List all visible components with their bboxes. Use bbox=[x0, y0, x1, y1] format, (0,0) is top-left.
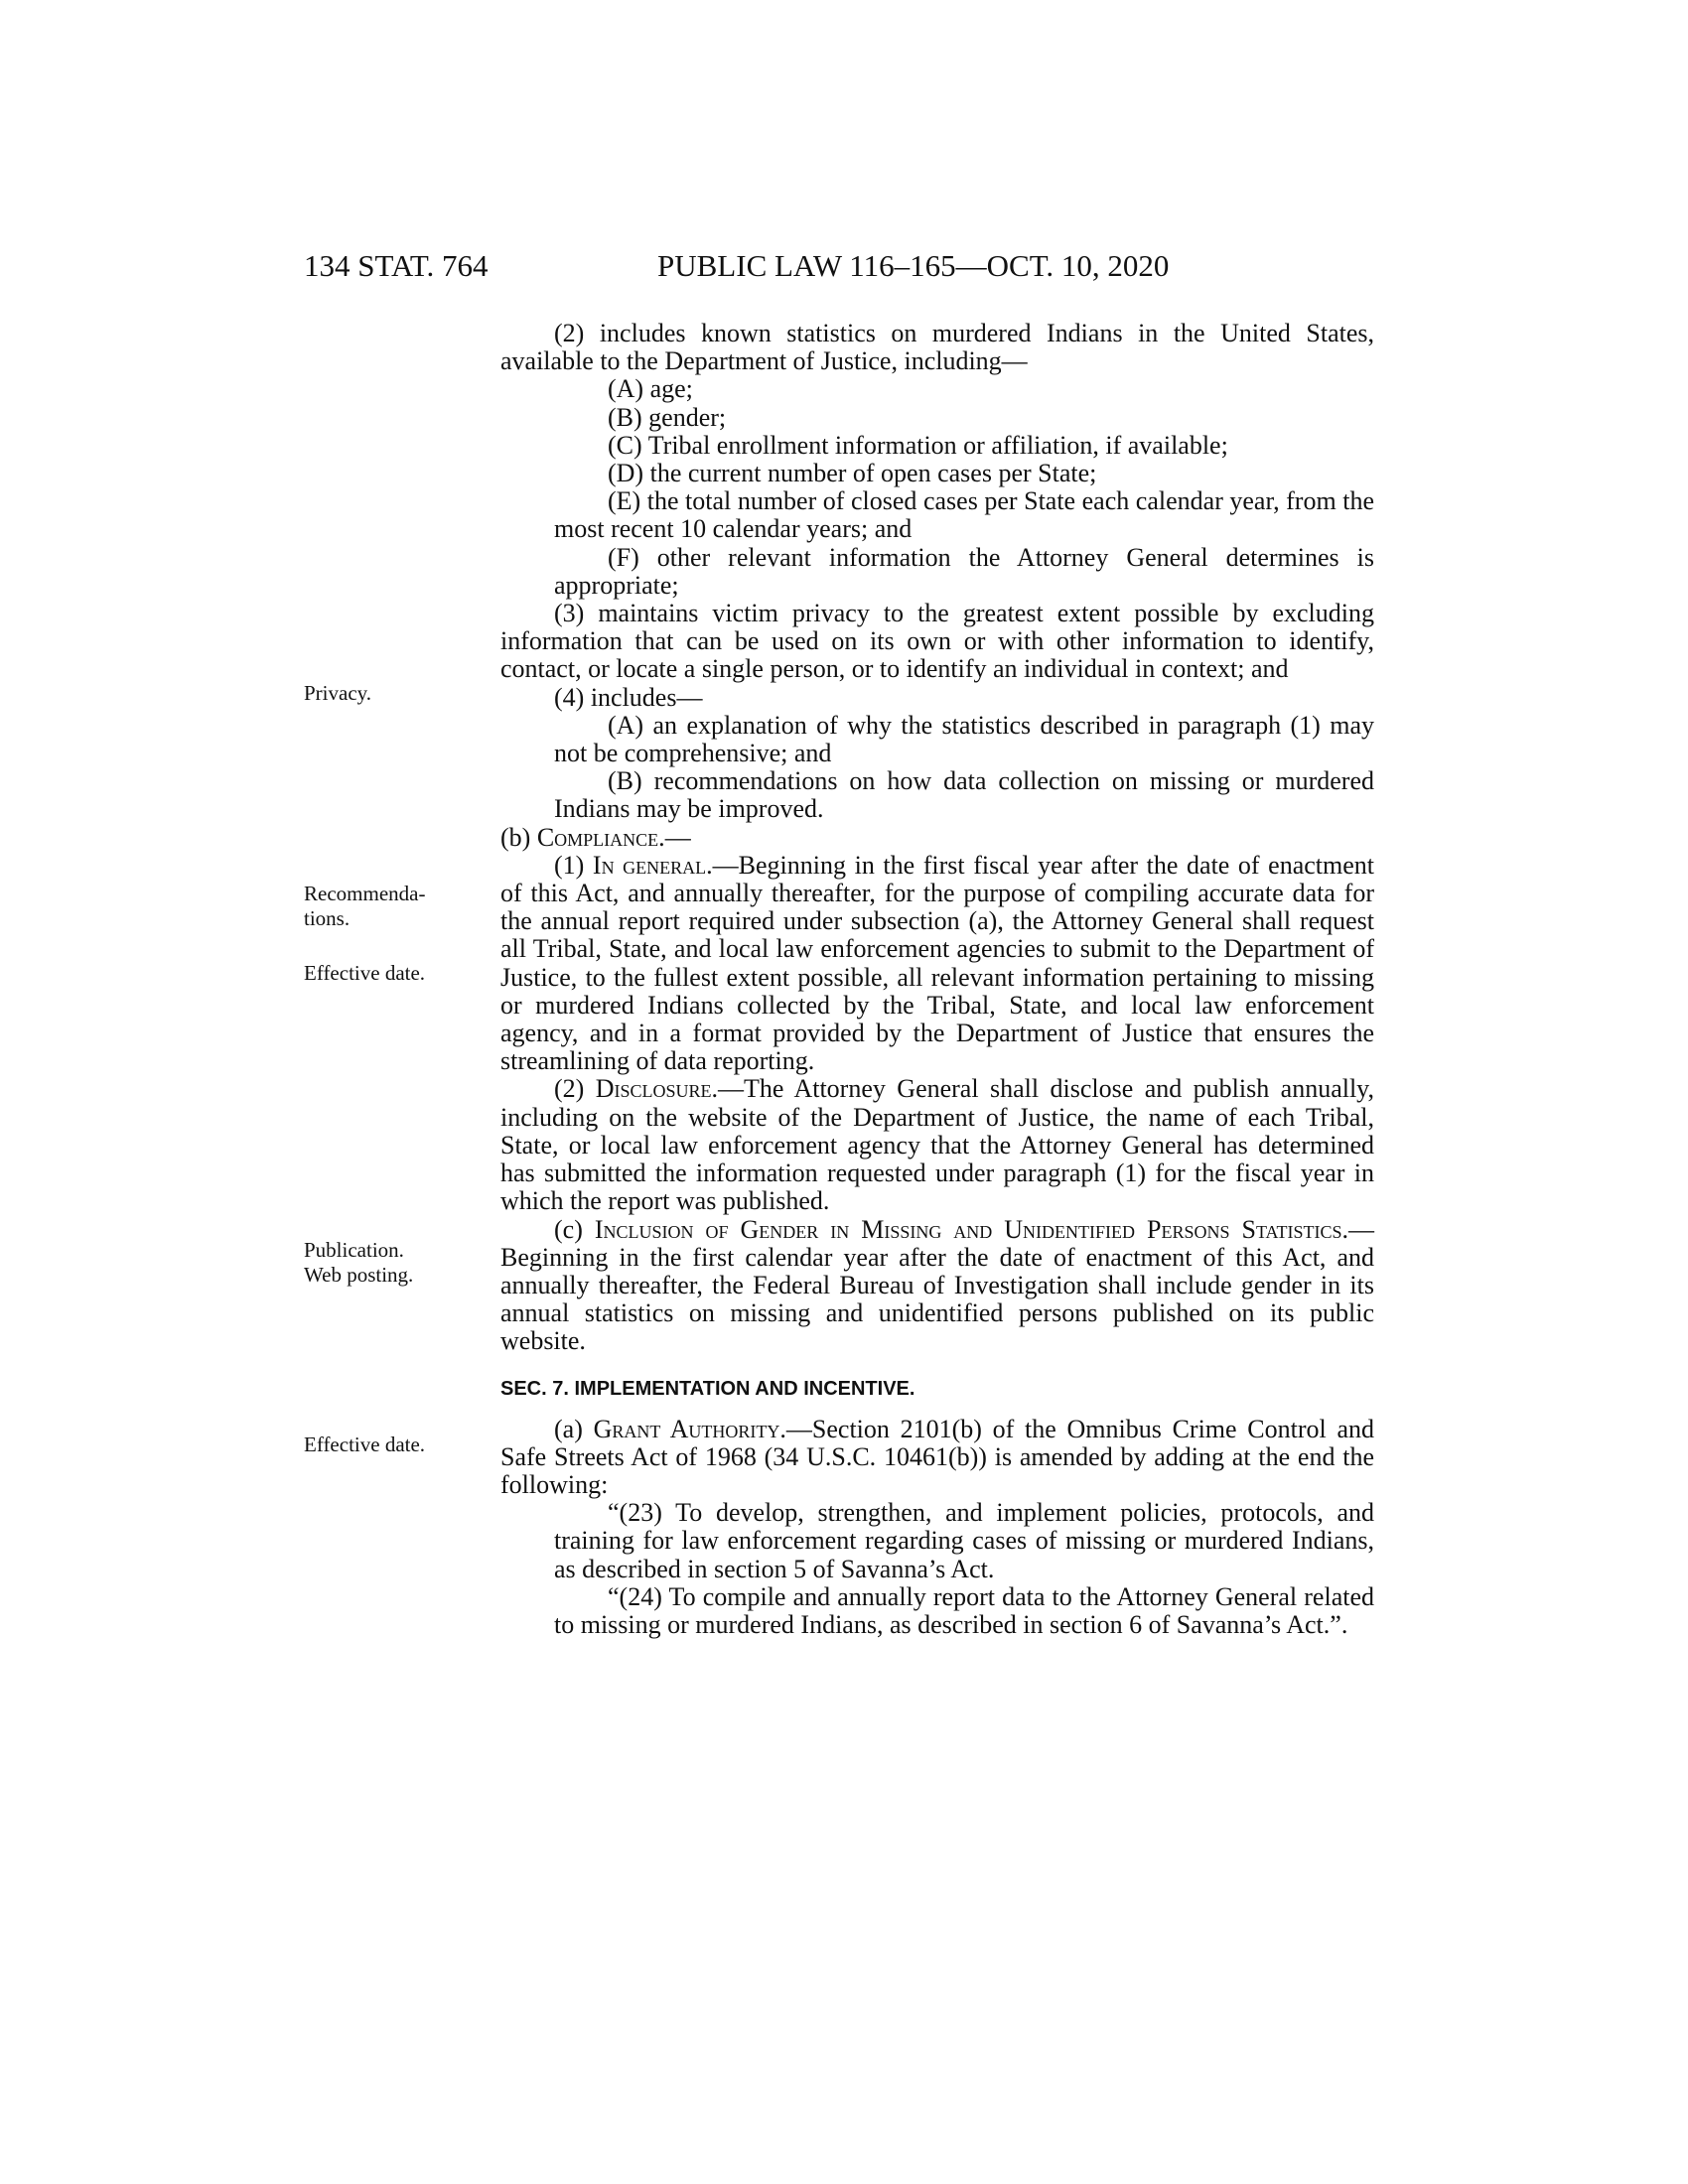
label: (a) bbox=[554, 1414, 594, 1443]
margin-note-effective-date: Effective date. bbox=[304, 1433, 426, 1456]
margin-note-line: Web posting. bbox=[304, 1263, 414, 1287]
subparagraph-4A: (A) an explanation of why the statistics described in paragraph (1) may not be comprehensive; and bbox=[554, 710, 1374, 768]
subsection-b-heading: Compliance. bbox=[536, 822, 665, 852]
paragraph-2: (2) includes known statistics on murdered Indians in the United States, available to the Department of Justice, including— bbox=[500, 319, 1374, 376]
subsection-b bbox=[500, 824, 1374, 852]
subparagraph-2E: (E) the total number of closed cases per State each calendar year, from the most recent 10 calendar years; and bbox=[554, 486, 1374, 544]
subsection-b-paragraph-1 bbox=[500, 852, 1374, 1076]
text: —Beginning in the first calendar year after the date of enactment of this Act, and annually thereafter, the Federal Bureau of Investigation shall include gender in its annual statistics on missing and unidentified persons published on its public website. bbox=[500, 1214, 1375, 1356]
statute-page-number: 134 STAT. 764 bbox=[304, 248, 489, 283]
margin-note-line: Publication. bbox=[304, 1238, 404, 1262]
section-7-heading: SEC. 7. IMPLEMENTATION AND INCENTIVE. bbox=[500, 1377, 915, 1400]
quoted-paragraph-23: “(23) To develop, strengthen, and implement policies, protocols, and training for law enforcement regarding cases of missing or murdered Indians, as described in section 5 of Savanna’s Act. bbox=[554, 1498, 1374, 1583]
margin-note-line: tions. bbox=[304, 906, 351, 930]
paragraph-3: (3) maintains victim privacy to the greatest extent possible by excluding information that can be used on its own or with other information to identify, contact, or locate a single person, or to identify an individual in context; and bbox=[500, 599, 1374, 684]
text: —The Attorney General shall disclose and publish annually, including on the website of the Department of Justice, the name of each Tribal, State, or local law enforcement agency that the Attorney General has determined has submitted the information requested under paragraph (1) for the fiscal year in which the report was published. bbox=[500, 1074, 1374, 1216]
subparagraph-2F: (F) other relevant information the Attorney General determines is appropriate; bbox=[554, 542, 1374, 600]
heading: Grant Authority. bbox=[593, 1414, 786, 1443]
heading: Disclosure. bbox=[595, 1074, 719, 1104]
quoted-paragraph-24: “(24) To compile and annually report data to the Attorney General related to missing or murdered Indians, as described in section 6 of Savanna’s Act.”. bbox=[554, 1581, 1374, 1639]
subparagraph-2D: (D) the current number of open cases per State; bbox=[608, 459, 1097, 488]
subsection-b-dash: — bbox=[664, 822, 691, 852]
margin-note-privacy: Privacy. bbox=[304, 681, 372, 705]
subsection-c bbox=[500, 1216, 1374, 1356]
label: (1) bbox=[554, 850, 593, 880]
margin-note-publication bbox=[304, 1238, 473, 1288]
running-head-title: PUBLIC LAW 116–165—OCT. 10, 2020 bbox=[657, 248, 1170, 283]
label: (c) bbox=[554, 1214, 595, 1244]
paragraph-4: (4) includes— bbox=[554, 682, 703, 712]
margin-note-effective-date: Effective date. bbox=[304, 961, 426, 985]
text: —Beginning in the first fiscal year after the date of enactment of this Act, and annually thereafter, for the purpose of compiling accurate data for the annual report required under subsection (a), the Attorney General shall request all Tribal, State, and local law enforcement agencies to submit to the Department of Justice, to the fullest extent possible, all relevant information pertaining to missing or murdered Indians collected by the Tribal, State, and local law enforcement agency, and in a format provided by the Department of Justice that ensures the streamlining of data reporting. bbox=[500, 850, 1375, 1076]
subsection-b-paragraph-2 bbox=[500, 1075, 1374, 1215]
subparagraph-2B: (B) gender; bbox=[608, 402, 727, 432]
margin-note-line: Recommenda- bbox=[304, 882, 426, 905]
statute-body bbox=[500, 320, 1374, 1639]
margin-note-recommendations bbox=[304, 882, 473, 931]
subsection-b-label: (b) bbox=[500, 822, 537, 852]
text: —Section 2101(b) of the Omnibus Crime Control and Safe Streets Act of 1968 (34 U.S.C. 10461(b)) is amended by adding at the end the following: bbox=[500, 1414, 1374, 1499]
section-7-subsection-a bbox=[500, 1416, 1374, 1500]
heading: In general. bbox=[592, 850, 713, 880]
subparagraph-2C: (C) Tribal enrollment information or affiliation, if available; bbox=[608, 430, 1228, 460]
heading: Inclusion of Gender in Missing and Unidentified Persons Statistics. bbox=[594, 1214, 1349, 1244]
label: (2) bbox=[554, 1074, 596, 1104]
subparagraph-2A: (A) age; bbox=[608, 374, 693, 404]
subparagraph-4B: (B) recommendations on how data collection on missing or murdered Indians may be improved. bbox=[554, 766, 1374, 824]
